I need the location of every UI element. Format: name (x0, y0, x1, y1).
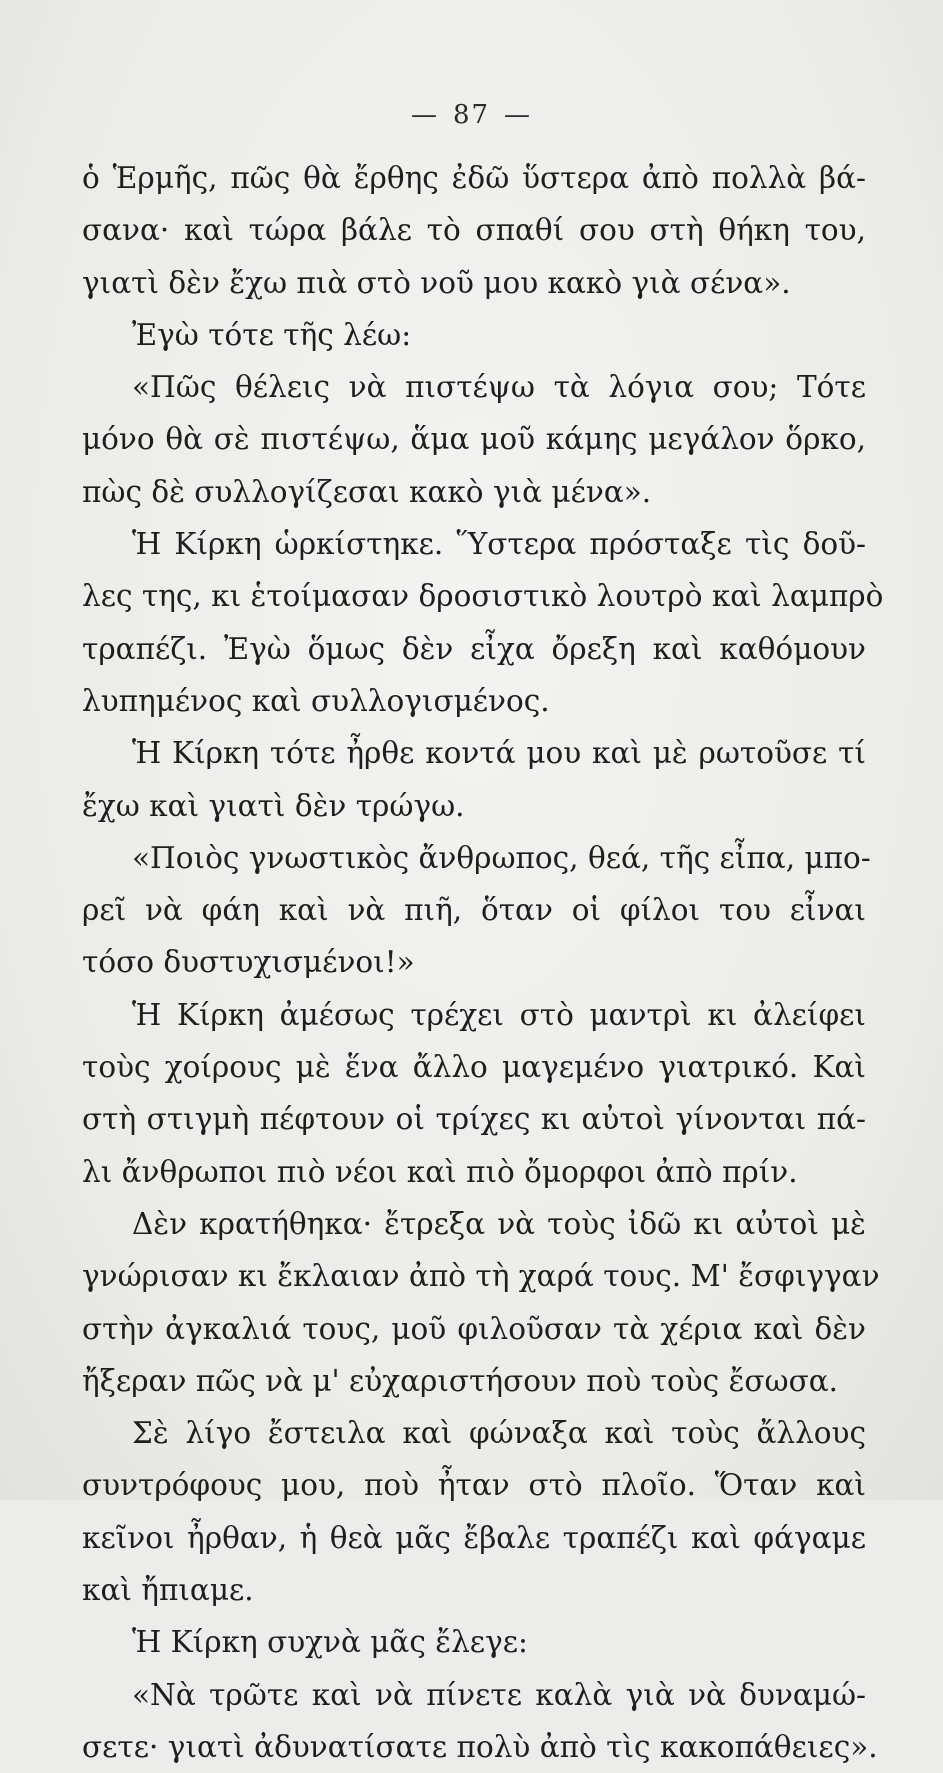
text-line: συντρόφους μου, ποὺ ἦταν στὸ πλοῖο. Ὅταν καὶ (82, 1468, 866, 1503)
text-line: σανα· καὶ τώρα βάλε τὸ σπαθί σου στὴ θήκη του, (82, 213, 866, 248)
text-line: ἔχω καὶ γιατὶ δὲν τρώγω. (82, 788, 465, 823)
text-line: Ἐγὼ τότε τῆς λέω: (132, 317, 412, 352)
text-line: τόσο δυστυχισμένοι!» (82, 945, 415, 980)
page-number-value: 87 (452, 100, 491, 130)
text-line: λι ἄνθρωποι πιὸ νέοι καὶ πιὸ ὄμορφοι ἀπὸ πρίν. (82, 1154, 798, 1189)
text-line: «Πῶς θέλεις νὰ πιστέψω τὰ λόγια σου; Τότε (132, 370, 866, 405)
text-line: «Νὰ τρῶτε καὶ νὰ πίνετε καλὰ γιὰ νὰ δυναμώ- (132, 1677, 866, 1712)
text-line: Ἡ Κίρκη συχνὰ μᾶς ἔλεγε: (132, 1625, 528, 1660)
text-line: πὼς δὲ συλλογίζεσαι κακὸ γιὰ μένα». (82, 474, 652, 509)
text-line: σετε· γιατὶ ἀδυνατίσατε πολὺ ἀπὸ τὶς κακοπάθειες». (82, 1729, 878, 1764)
text-line: λες της, κι ἑτοίμασαν δροσιστικὸ λουτρὸ καὶ λαμπρὸ (82, 579, 884, 614)
text-line: Σὲ λίγο ἔστειλα καὶ φώναξα καὶ τοὺς ἄλλους (132, 1416, 866, 1451)
page-number: — 87 — (410, 100, 533, 130)
body-text (82, 152, 884, 1773)
text-line: Ἡ Κίρκη ὡρκίστηκε. Ὕστερα πρόσταξε τὶς δοῦ- (132, 527, 866, 562)
text-line: μόνο θὰ σὲ πιστέψω, ἅμα μοῦ κάμης μεγάλον ὅρκο, (82, 422, 866, 457)
text-line: ἤξεραν πῶς νὰ μ' εὐχαριστήσουν ποὺ τοὺς ἔσωσα. (82, 1363, 839, 1398)
text-line: τοὺς χοίρους μὲ ἕνα ἄλλο μαγεμένο γιατρικό. Καὶ (82, 1050, 866, 1085)
text-line: στὴν ἀγκαλιά τους, μοῦ φιλοῦσαν τὰ χέρια καὶ δὲν (82, 1311, 866, 1346)
text-line: ὁ Ἑρμῆς, πῶς θὰ ἔρθης ἐδῶ ὕστερα ἀπὸ πολλὰ βά- (82, 161, 866, 195)
text-line: γνώρισαν κι ἔκλαιαν ἀπὸ τὴ χαρά τους. Μ' ἔσφιγγαν (82, 1259, 880, 1294)
text-line: Ἡ Κίρκη ἀμέσως τρέχει στὸ μαντρὶ κι ἀλείφει (132, 997, 866, 1032)
text-line: κεῖνοι ἦρθαν, ἡ θεὰ μᾶς ἔβαλε τραπέζι καὶ φάγαμε (82, 1520, 866, 1555)
text-line: «Ποιὸς γνωστικὸς ἄνθρωπος, θεά, τῆς εἶπα, μπο- (132, 840, 871, 875)
text-line: καὶ ἤπιαμε. (82, 1573, 254, 1608)
text-line: Δὲν κρατήθηκα· ἔτρεξα νὰ τοὺς ἰδῶ κι αὐτοὶ μὲ (132, 1206, 866, 1241)
text-line: τραπέζι. Ἐγὼ ὅμως δὲν εἶχα ὄρεξη καὶ καθόμουν (82, 631, 866, 666)
text-line: γιατὶ δὲν ἔχω πιὰ στὸ νοῦ μου κακὸ γιὰ σένα». (82, 265, 791, 300)
text-line: ρεῖ νὰ φάη καὶ νὰ πιῆ, ὅταν οἱ φίλοι του εἶναι (82, 893, 866, 928)
text-line: λυπημένος καὶ συλλογισμένος. (82, 683, 550, 718)
text-line: Ἡ Κίρκη τότε ἦρθε κοντά μου καὶ μὲ ρωτοῦσε τί (132, 736, 866, 771)
text-line: στὴ στιγμὴ πέφτουν οἱ τρίχες κι αὐτοὶ γίνονται πά- (82, 1102, 866, 1137)
